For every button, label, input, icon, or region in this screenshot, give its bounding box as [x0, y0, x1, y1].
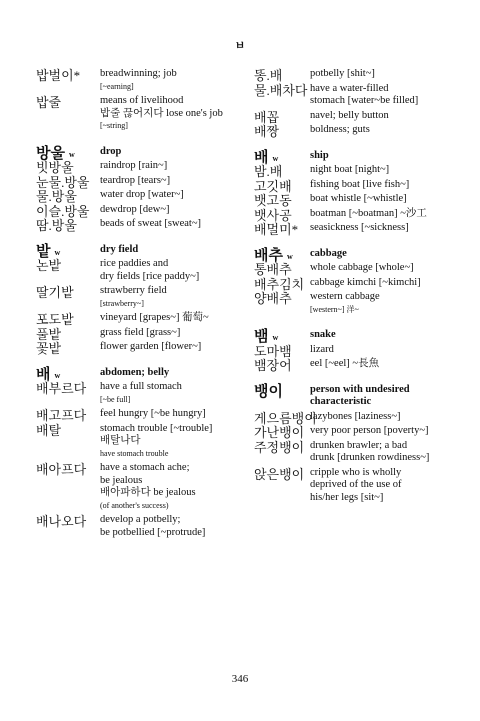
definition-line: eel [~eel] ~長魚	[310, 358, 380, 369]
headword	[254, 344, 292, 359]
left-column	[36, 68, 250, 541]
definition	[100, 327, 250, 340]
definition	[100, 68, 250, 93]
dictionary-entry	[36, 175, 250, 188]
definition-line: his/her legs [sit~]	[310, 491, 384, 503]
definition	[100, 160, 250, 173]
definition	[100, 462, 250, 512]
definition	[310, 110, 454, 123]
dictionary-entry	[254, 193, 454, 206]
headword	[36, 95, 61, 110]
dictionary-entry	[254, 208, 454, 221]
headword	[36, 341, 61, 356]
definition	[310, 262, 454, 275]
word-class-mark: w	[54, 370, 61, 380]
headword	[36, 218, 77, 233]
dictionary-entry	[36, 341, 250, 354]
definition	[310, 222, 454, 235]
definition-line: have a water-filled	[310, 82, 389, 94]
definition-line: feel hungry [~be hungry]	[100, 408, 206, 419]
definition-line: have a full stomach	[100, 381, 182, 392]
definition-line: ship	[310, 149, 329, 161]
dictionary-entry	[36, 462, 250, 512]
definition-line: have a stomach ache;	[100, 462, 190, 473]
headword-text: 방울	[36, 145, 65, 162]
headword-text: 이슬.방울	[36, 203, 90, 219]
page-number: 346	[231, 673, 249, 685]
definition	[100, 218, 250, 231]
definition	[100, 189, 250, 202]
definition-line: boldness; guts	[310, 124, 370, 135]
right-column	[254, 68, 454, 506]
headword-text: 뱀장어	[254, 358, 292, 373]
headword-text: 배고프다	[36, 408, 87, 423]
headword-text: 풀밭	[36, 326, 62, 342]
definition-line: strawberry field	[100, 285, 167, 296]
headword	[254, 193, 292, 208]
headword-text: 뱃고동	[254, 193, 292, 208]
definition-line: seasickness [~sickness]	[310, 222, 409, 233]
headword	[36, 423, 61, 438]
dictionary-entry	[36, 285, 250, 310]
headword-text: 꽃밭	[36, 341, 62, 356]
headword	[36, 381, 86, 396]
headword-text: 배탈	[36, 422, 62, 438]
word-class-mark: w	[286, 251, 293, 261]
page-header: ㅂ	[234, 40, 246, 52]
headword	[36, 462, 86, 477]
headword	[254, 222, 298, 237]
dictionary-entry	[254, 262, 454, 275]
headword	[36, 68, 80, 83]
section-entry	[254, 384, 454, 409]
definition	[310, 277, 454, 290]
dictionary-entry	[254, 124, 454, 137]
dictionary-entry	[36, 189, 250, 202]
definition-line: potbelly [shit~]	[310, 68, 375, 79]
definition	[310, 68, 454, 81]
definition-line: western cabbage	[310, 291, 380, 302]
dictionary-entry	[254, 411, 454, 424]
dictionary-entry	[36, 514, 250, 539]
definition-line: rice paddies and	[100, 258, 169, 269]
dictionary-entry	[36, 408, 250, 421]
headword	[254, 208, 292, 223]
headword-text: 뱀	[254, 329, 269, 345]
dictionary-entry	[254, 440, 454, 465]
dictionary-entry	[254, 344, 454, 357]
headword-text: 밥벌이*	[36, 68, 81, 83]
headword-text: 배꼽	[254, 109, 280, 125]
definition-line: develop a potbelly;	[100, 514, 181, 525]
headword-text: 밭	[36, 243, 51, 260]
definition-line: be jealous	[100, 474, 143, 486]
dictionary-entry	[254, 358, 454, 371]
headword	[254, 358, 292, 373]
headword-text: 딸기밭	[36, 285, 74, 300]
headword-text: 통배추	[254, 262, 292, 277]
definition-line: boat whistle [~whistle]	[310, 193, 407, 204]
definition-line: drunk [drunken rowdiness~]	[310, 452, 430, 463]
definition-line: navel; belly button	[310, 109, 389, 121]
definition-line: means of livelihood	[100, 95, 184, 106]
definition-line: vineyard [grapes~] 葡萄~	[100, 312, 209, 323]
word-class-mark: w	[272, 333, 279, 342]
definition-line: teardrop [tears~]	[100, 174, 171, 186]
definition	[100, 341, 250, 354]
headword	[36, 258, 61, 273]
definition	[310, 467, 454, 505]
definition	[310, 384, 454, 409]
definition	[310, 150, 454, 163]
definition-line: beads of sweat [sweat~]	[100, 218, 202, 229]
definition-note: [~be full]	[100, 394, 131, 404]
headword-text: 물.방울	[36, 189, 77, 204]
headword	[254, 83, 307, 98]
headword	[254, 467, 304, 482]
definition-line: dry field	[100, 243, 139, 255]
headword-text: 배나오다	[36, 514, 87, 529]
definition	[100, 285, 250, 310]
definition	[310, 291, 454, 316]
definition	[100, 244, 250, 257]
word-class-mark: w	[68, 149, 75, 159]
definition	[100, 258, 250, 283]
definition	[310, 164, 454, 177]
dictionary-entry	[36, 327, 250, 340]
headword	[254, 179, 292, 194]
definition	[100, 381, 250, 406]
dictionary-entry	[36, 381, 250, 406]
headword-text: 배	[254, 149, 269, 166]
dictionary-entry	[36, 218, 250, 231]
definition-note: [strawberry~]	[100, 298, 144, 308]
headword-text: 양배추	[254, 291, 292, 306]
definition-line: person with undesired	[310, 383, 410, 395]
definition-line: grass field [grass~]	[100, 326, 181, 338]
headword-text: 똥.배	[254, 68, 283, 83]
example: 배탈나다	[100, 435, 141, 446]
definition	[310, 425, 454, 438]
definition	[310, 411, 454, 424]
word-class-mark: w	[272, 153, 279, 163]
definition-line: fishing boat [live fish~]	[310, 178, 410, 190]
headword-text: 배멀미*	[254, 222, 299, 237]
definition	[310, 358, 454, 371]
definition	[100, 312, 250, 325]
dictionary-entry	[254, 291, 454, 316]
definition	[100, 95, 250, 133]
dictionary-entry	[254, 164, 454, 177]
dictionary-entry	[36, 95, 250, 133]
dictionary-entry	[36, 160, 250, 173]
headword-text: 배아프다	[36, 462, 87, 477]
dictionary-entry	[254, 222, 454, 235]
definition-line: dry fields [rice paddy~]	[100, 270, 200, 282]
headword-text: 게으름뱅이	[254, 410, 317, 426]
definition-note: have stomach trouble	[100, 448, 169, 458]
definition	[310, 179, 454, 192]
dictionary-entry	[254, 179, 454, 192]
definition-line: stomach [water~be filled]	[310, 95, 419, 106]
headword	[36, 160, 74, 175]
definition	[310, 248, 454, 261]
definition-line: drop	[100, 145, 122, 157]
headword	[254, 68, 282, 83]
definition-line: cabbage	[310, 247, 347, 259]
headword-text: 눈물.방울	[36, 174, 90, 190]
definition-line: night boat [night~]	[310, 164, 390, 175]
definition-line: flower garden [flower~]	[100, 341, 202, 352]
headword	[254, 110, 279, 125]
headword-text: 배추	[254, 247, 283, 264]
dictionary-entry	[36, 204, 250, 217]
definition-line: stomach trouble [~trouble]	[100, 422, 213, 434]
headword	[254, 277, 304, 292]
headword	[254, 291, 292, 306]
dictionary-entry	[254, 83, 454, 108]
dictionary-entry	[36, 258, 250, 283]
section-entry	[36, 366, 250, 383]
section-entry	[36, 145, 250, 162]
section-headword	[254, 384, 283, 401]
definition-line: whole cabbage [whole~]	[310, 262, 414, 273]
headword	[36, 514, 86, 529]
definition-note: [~string]	[100, 121, 128, 130]
definition	[310, 440, 454, 465]
section-entry	[36, 243, 250, 260]
headword	[36, 189, 77, 204]
definition-line: raindrop [rain~]	[100, 160, 168, 171]
dictionary-entry	[254, 110, 454, 123]
example: 밥줄 끊어지다 lose one's job	[100, 107, 223, 119]
definition-line: be potbellied [~protrude]	[100, 526, 206, 538]
definition	[310, 83, 454, 108]
headword	[254, 440, 304, 455]
definition-line: cripple who is wholly	[310, 466, 402, 478]
headword-text: 포도밭	[36, 312, 74, 327]
dictionary-entry	[36, 423, 250, 461]
definition-line: deprived of the use of	[310, 479, 402, 490]
definition-line: lizard	[310, 343, 334, 355]
definition-note: [~earning]	[100, 81, 134, 91]
definition	[310, 193, 454, 206]
headword-text: 빗방울	[36, 160, 74, 175]
headword	[254, 124, 279, 139]
definition	[100, 408, 250, 421]
headword-text: 가난뱅이	[254, 425, 305, 440]
headword	[36, 408, 86, 423]
definition-line: water drop [water~]	[100, 189, 184, 200]
headword-text: 밤.배	[254, 164, 283, 179]
headword-text: 배	[36, 366, 51, 383]
section-entry	[254, 247, 454, 264]
headword-text: 땀.방울	[36, 218, 77, 233]
headword-text: 도마뱀	[254, 343, 292, 359]
definition-line: lazybones [laziness~]	[310, 410, 401, 422]
dictionary-entry	[36, 68, 250, 93]
headword	[36, 312, 74, 327]
definition	[100, 514, 250, 539]
definition	[310, 124, 454, 137]
headword-text: 논밭	[36, 258, 62, 273]
definition	[310, 344, 454, 357]
definition-note: [western~] 洋~	[310, 304, 359, 314]
headword	[254, 262, 292, 277]
dictionary-entry	[254, 277, 454, 290]
dictionary-entry	[254, 467, 454, 505]
dictionary-entry	[254, 425, 454, 438]
definition	[310, 208, 454, 221]
headword-text: 물.배차다	[254, 82, 308, 98]
dictionary-entry	[254, 68, 454, 81]
definition-line: snake	[310, 329, 336, 340]
definition-note: (of another's success)	[100, 500, 169, 510]
headword-text: 뱅이	[254, 383, 283, 400]
headword-text: 앉은뱅이	[254, 466, 305, 482]
dictionary-entry	[36, 312, 250, 325]
headword-text: 배추김치	[254, 276, 305, 292]
headword	[36, 327, 61, 342]
definition	[100, 146, 250, 159]
headword-text: 밥줄	[36, 95, 62, 110]
definition-line: breadwinning; job	[100, 68, 177, 79]
headword	[36, 285, 74, 300]
headword-text: 주정뱅이	[254, 439, 305, 455]
definition-line: cabbage kimchi [~kimchi]	[310, 276, 421, 288]
headword-text: 고깃배	[254, 178, 292, 194]
definition	[310, 329, 454, 342]
headword	[254, 411, 317, 426]
definition	[100, 423, 250, 461]
headword	[36, 204, 89, 219]
headword	[254, 425, 304, 440]
definition-line: dewdrop [dew~]	[100, 203, 170, 215]
definition	[100, 367, 250, 380]
headword	[36, 175, 89, 190]
headword	[254, 164, 282, 179]
definition	[100, 175, 250, 188]
example: 배아파하다 be jealous	[100, 487, 196, 498]
definition-line: boatman [~boatman] ~沙工	[310, 207, 427, 219]
headword-text: 배짱	[254, 124, 280, 139]
definition-line: very poor person [poverty~]	[310, 425, 429, 436]
definition-line: abdomen; belly	[100, 366, 170, 378]
definition	[100, 204, 250, 217]
definition-line: characteristic	[310, 396, 372, 407]
headword-text: 배부르다	[36, 381, 87, 396]
section-entry	[254, 329, 454, 345]
definition-line: drunken brawler; a bad	[310, 439, 408, 451]
section-entry	[254, 149, 454, 166]
word-class-mark: w	[54, 247, 61, 257]
headword-text: 뱃사공	[254, 207, 292, 223]
